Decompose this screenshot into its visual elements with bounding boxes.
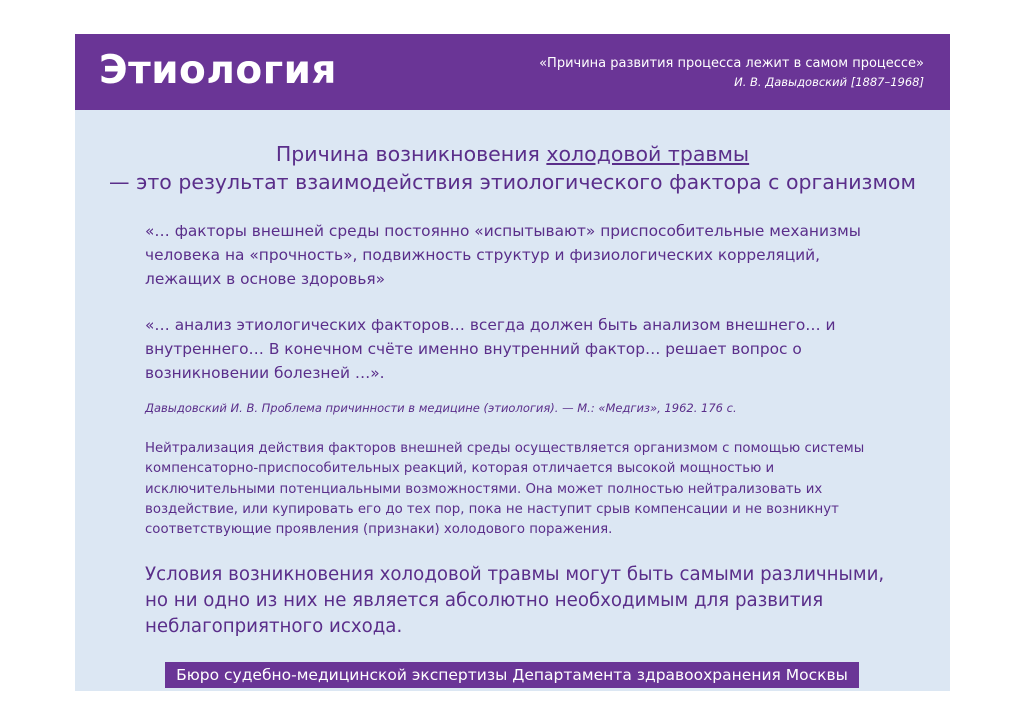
slide <box>75 34 950 691</box>
headline-line1 <box>75 140 950 168</box>
headline-line2: — это результат взаимодействия этиологического фактора с организмом <box>109 170 916 194</box>
headline <box>75 140 950 196</box>
slide-header <box>75 34 950 110</box>
epigraph <box>539 55 924 91</box>
slide-title: Этиология <box>99 48 337 93</box>
citation: Давыдовский И. В. Проблема причинности в медицине (этиология). — М.: «Медгиз», 1962. 176 с. <box>145 401 737 415</box>
quote-1: «… факторы внешней среды постоянно «испытывают» приспособительные механизмы человека на «прочность», подвижность структур и физиологических корреляций, лежащих в основе здоровья» <box>145 222 861 288</box>
footer-banner: Бюро судебно-медицинской экспертизы Департамента здравоохранения Москвы <box>165 662 859 688</box>
epigraph-quote: «Причина развития процесса лежит в самом процессе» <box>539 56 924 71</box>
body-paragraph: Нейтрализация действия факторов внешней среды осуществляется организмом с помощью системы компенсаторно-приспособительных реакций, которая отличается высокой мощностью и исключительными потенциальными возможностями. Она может полностью нейтрализовать их воздействие, или купировать его до тех пор, пока не наступит срыв компенсации и не возникнут соответствующие проявления (признаки) холодового поражения. <box>145 441 865 538</box>
conclusion: Условия возникновения холодовой травмы могут быть самыми различными, но ни одно из них не является абсолютно необходимым для развития неблагоприятного исхода. <box>145 564 885 637</box>
headline-prefix: Причина возникновения <box>275 142 547 166</box>
headline-underlined: холодовой травмы <box>546 142 750 166</box>
epigraph-author: И. В. Давыдовский [1887–1968] <box>734 75 924 89</box>
quote-2: «… анализ этиологических факторов… всегда должен быть анализом внешнего… и внутреннего… В конечном счёте именно внутренний фактор… решает вопрос о возникновении болезней …». <box>145 316 836 382</box>
